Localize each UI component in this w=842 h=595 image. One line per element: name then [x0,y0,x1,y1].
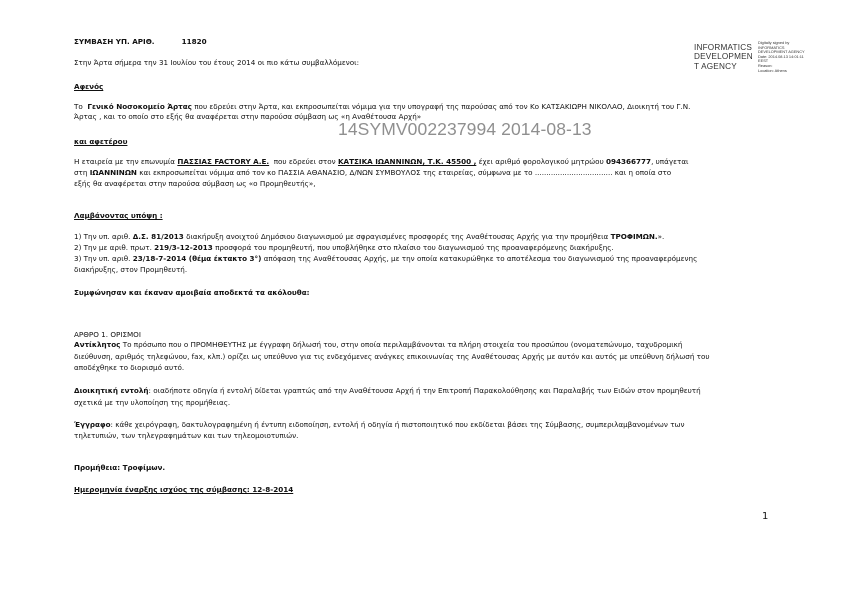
signature-org-line: INFORMATICS [694,43,752,52]
article-1-heading: ΑΡΘΡΟ 1. ΟΡΙΣΜΟΙ [74,330,141,339]
decision-reference: 23/18-7-2014 (θέμα έκτακτο 3°) [132,254,262,263]
definition-term: Αντίκλητος [74,340,121,349]
signature-organization [694,43,756,71]
party-a-text: που εδρεύει στην Άρτα, και εκπροσωπείται νόμιμα για την υπογραφή της παρούσας από τον Κο ΚΑΤΣΑΚΙΩΡΗ ΝΙΚΟΛΑΟ, Διοικητή του Γ.Ν. [194,102,691,111]
definition-text: : οιαδήποτε οδηγία ή εντολή δίδεται γραπτώς από την Αναθέτουσα Αρχή ή την Επιτροπή Παρακολούθησης και Παραλαβής των Ειδών στον προμηθευτή [148,386,701,395]
company-name: ΠΑΣΣΙΑΣ FACTORY Α.Ε. [177,157,270,166]
definition-1-line-3: αποδέχθηκε το διορισμό αυτό. [74,363,185,372]
definition-term: Διοικητική εντολή [74,386,149,395]
page-number: 1 [762,511,769,522]
signature-detail-line: EEST [758,58,769,64]
agreed-heading: Συμφώνησαν και έκαναν αμοιβαία αποδεκτά τα ακόλουθα: [74,288,310,297]
considering-item-3-cont: διακήρυξης, στον Προμηθευτή. [74,265,188,274]
signature-detail-line: Digitally signed by [758,40,790,45]
company-address: ΚΑΤΣΙΚΑ ΙΩΑΝΝΙΝΩΝ, Τ.Κ. 45500 , [337,157,477,166]
definition-2-line-1 [74,386,701,396]
definition-3-line-2: τηλετυπιών, των τηλεγραφημάτων και των τηλεομοιοτυπιών. [74,431,299,440]
considering-text: ». [657,232,665,241]
definition-1-line-1 [74,340,682,350]
considering-item-2 [74,243,614,253]
tax-office: ΙΩΑΝΝΙΝΩΝ [89,168,137,177]
signature-detail-line: Date: 2014.08.13 14:01:11 [758,53,804,59]
party-a-line-1 [74,102,690,112]
contract-title [74,37,207,47]
party-b-text: έχει αριθμό φορολογικού μητρώου [478,157,604,166]
party-b-line-3: εξής θα αναφέρεται στην παρούσα σύμβαση ως «ο Προμηθευτής», [74,179,316,188]
definition-text: : κάθε χειρόγραφη, δακτυλογραφημένη ή έντυπη ειδοποίηση, εντολή ή οδηγία ή πιστοποιητικό που εκδίδεται βάσει της Σύμβασης, συμπεριλαμβανομένων των [110,420,685,429]
party-a-line-2: Άρτας , και το οποίο στο εξής θα αναφέρεται στην παρούσα σύμβαση ως «η Αναθέτουσα Αρχή» [74,112,422,121]
considering-text: 3) Την υπ. αριθ. [74,254,131,263]
signature-org-line: DEVELOPMEN [694,52,753,62]
signature-details [758,41,828,73]
signature-detail-line: Reason: [758,62,773,68]
considering-text: 1) Την υπ. αριθ. [74,232,131,241]
definition-3-line-1 [74,420,685,430]
contract-start-date: Ημερομηνία έναρξης ισχύος της σύμβασης: 12-8-2014 [74,485,294,494]
party-b-text: Η εταιρεία με την επωνυμία [74,157,176,166]
party-b-text: στη [74,168,88,177]
contract-title-label: ΣΥΜΒΑΣΗ ΥΠ. ΑΡΙΘ. [74,37,155,46]
tender-reference: Δ.Σ. 81/2013 [132,232,184,241]
contract-number: 11820 [181,37,207,46]
supply-value: : Τροφίμων. [117,463,166,472]
considering-text: 2) Την με αριθ. πρωτ. [74,243,152,252]
party-b-text: που εδρεύει στον [273,157,336,166]
party-b-text: , υπάγεται [651,157,689,166]
considering-heading: Λαμβάνοντας υπόψη : [74,211,163,220]
party-b-heading: και αφετέρου [74,137,128,146]
considering-item-1 [74,232,664,242]
supply-label: Προμήθεια [74,463,118,472]
signature-detail-line: Location: Athens [758,67,787,73]
intro-paragraph: Στην Άρτα σήμερα την 31 Ιουλίου του έτους 2014 οι πιο κάτω συμβαλλόμενοι: [74,58,359,67]
definition-2-line-2: σχετικά με την υλοποίηση της προμήθειας. [74,398,231,407]
offer-reference: 219/3-12-2013 [154,243,213,252]
party-a-name: Γενικό Νοσοκομείο Άρτας [87,102,192,111]
signature-detail-line: DEVELOPMENT AGENCY [758,49,805,55]
party-b-text: και εκπροσωπείται νόμιμα από τον κο ΠΑΣΣΙΑ ΑΘΑΝΑΣΙΟ, Δ/ΝΩΝ ΣΥΜΒΟΥΛΟΣ της εταιρείας, σύμφωνα με το .................................. και η οποία στο [139,168,672,177]
considering-item-3 [74,254,697,264]
party-a-prefix: Το [74,102,83,111]
considering-text: προσφορά του προμηθευτή, που υποβλήθηκε στο πλαίσιο του διαγωνισμού της προαναφερόμενης διακήρυξης. [215,243,614,252]
considering-text: διακήρυξη ανοιχτού Δημόσιου διαγωνισμού με σφραγισμένες προσφορές της Αναθέτουσας Αρχής για την προμήθεια [186,232,609,241]
definition-term: Έγγραφο [74,420,111,429]
tender-subject: ΤΡΟΦΙΜΩΝ. [610,232,658,241]
signature-org-line: T AGENCY [694,61,737,71]
party-a-heading: Αφενός [74,82,104,91]
considering-text: απόφαση της Αναθέτουσας Αρχής, με την οποία κατακυρώθηκε το αποτέλεσμα του διαγωνισμού της προαναφερόμενης [263,254,698,263]
supply-line [74,463,165,473]
definition-text: Το πρόσωπο που ο ΠΡΟΜΗΘΕΥΤΗΣ με έγγραφη δήλωσή του, στην οποία περιλαμβάνονται τα πλήρη στοιχεία του προσώπου (ονοματεπώνυμο, ταχυδρομική [122,340,683,349]
signature-detail-line: INFORMATICS [758,44,785,50]
party-b-line-1 [74,157,689,167]
party-b-line-2 [74,168,671,178]
ada-watermark: 14SYMV002237994 2014-08-13 [338,119,592,139]
company-tax-id: 094366777 [606,157,652,166]
definition-1-line-2: διεύθυνση, αριθμός τηλεφώνου, fax, κλπ.) ορίζει ως υπεύθυνο για τις ενδεχόμενες ανάγκες επικοινωνίας της Αναθέτουσας Αρχής με αυτόν και αυτός με υπεύθυνη δήλωσή του [74,352,710,361]
